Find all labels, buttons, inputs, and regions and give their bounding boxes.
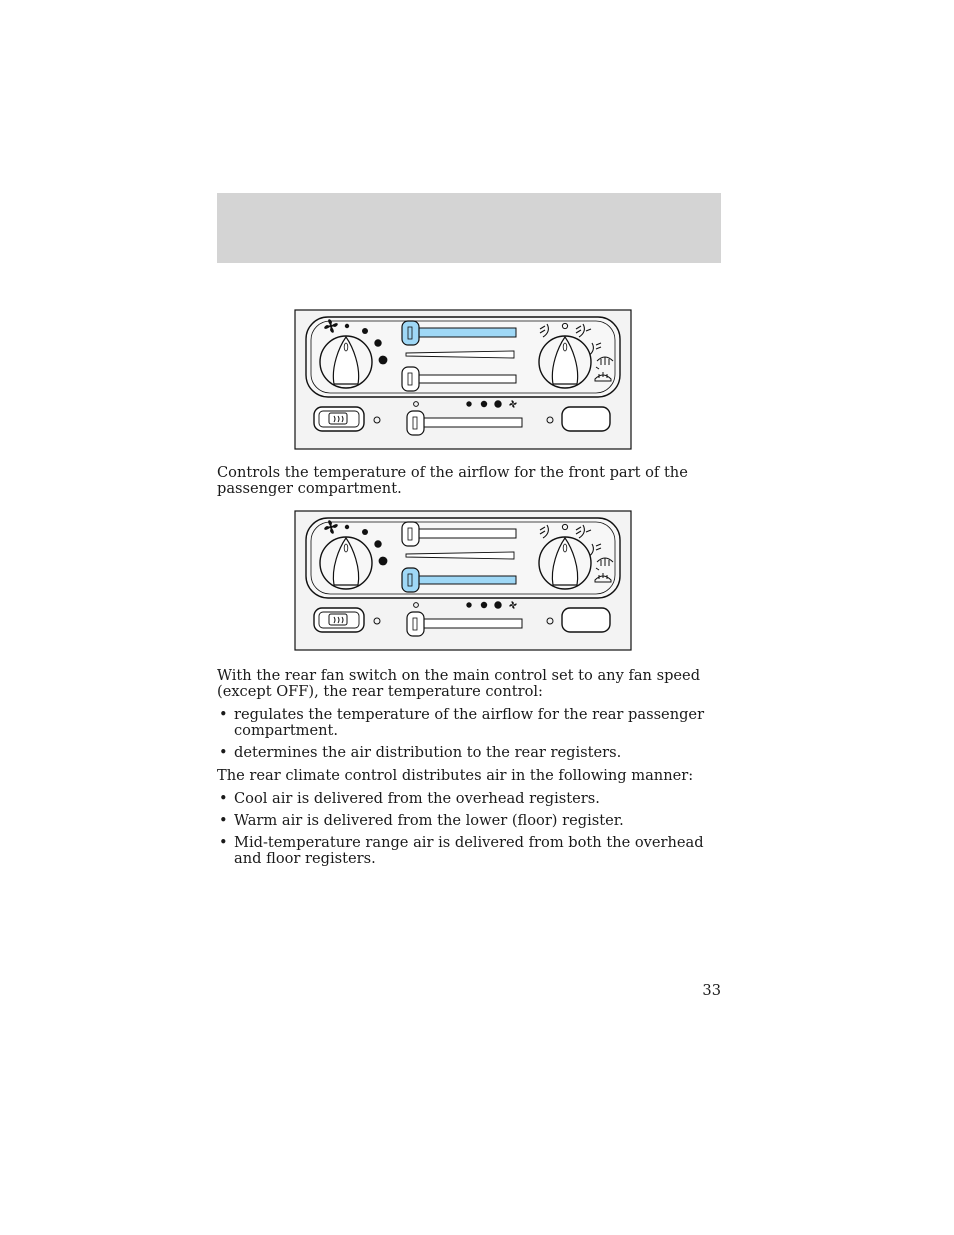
- rear-fan-speed-dot-3: [494, 400, 501, 407]
- fan-speed-dot-3: [374, 540, 381, 547]
- fan-speed-dot-3: [374, 339, 381, 346]
- section-header-band: [217, 193, 721, 263]
- list-item: • regulates the temperature of the airflow for the rear passenger compartment.: [217, 707, 721, 739]
- distribution-intro-paragraph: The rear climate control distributes air in the following manner:: [217, 767, 694, 784]
- distribution-bullet-list: [217, 791, 721, 867]
- body-text: [217, 668, 721, 874]
- rear-fan-speed-dot-1: [466, 401, 471, 406]
- climate-control-panel-figure-front: [294, 309, 632, 450]
- rear-control-bullet-list: [217, 707, 721, 761]
- fan-speed-knob[interactable]: [320, 336, 372, 388]
- rear-fan-speed-dot-3: [494, 601, 501, 608]
- ac-button[interactable]: [562, 608, 610, 632]
- fan-speed-knob[interactable]: [320, 537, 372, 589]
- caption-block: [217, 465, 721, 504]
- fan-speed-dot-1: [345, 324, 349, 328]
- rear-fan-speed-dot-2: [481, 401, 487, 407]
- list-item: • determines the air distribution to the rear registers.: [217, 745, 721, 761]
- fan-speed-dot-4: [379, 356, 388, 365]
- rear-defrost-button[interactable]: [314, 407, 364, 431]
- fan-speed-dot-2: [362, 328, 368, 334]
- ac-button[interactable]: [562, 407, 610, 431]
- list-item: • Cool air is delivered from the overhead registers.: [217, 791, 721, 807]
- list-item: • Mid-temperature range air is delivered from both the overhead and floor registers.: [217, 835, 721, 867]
- rear-fan-speed-dot-2: [481, 602, 487, 608]
- intro-paragraph: With the rear fan switch on the main control set to any fan speed (except OFF), the rear temperature control:: [217, 667, 701, 700]
- mode-selector-knob[interactable]: [539, 537, 591, 589]
- fan-speed-dot-2: [362, 529, 368, 535]
- page-number: 33: [702, 982, 721, 999]
- rear-fan-speed-dot-1: [466, 602, 471, 607]
- caption-front-temperature: Controls the temperature of the airflow for the front part of the passenger compartment.: [217, 464, 688, 497]
- rear-defrost-button[interactable]: [314, 608, 364, 632]
- mode-selector-knob[interactable]: [539, 336, 591, 388]
- fan-speed-dot-4: [379, 557, 388, 566]
- climate-control-panel-figure-rear: [294, 510, 632, 651]
- list-item: • Warm air is delivered from the lower (floor) register.: [217, 813, 721, 829]
- fan-speed-dot-1: [345, 525, 349, 529]
